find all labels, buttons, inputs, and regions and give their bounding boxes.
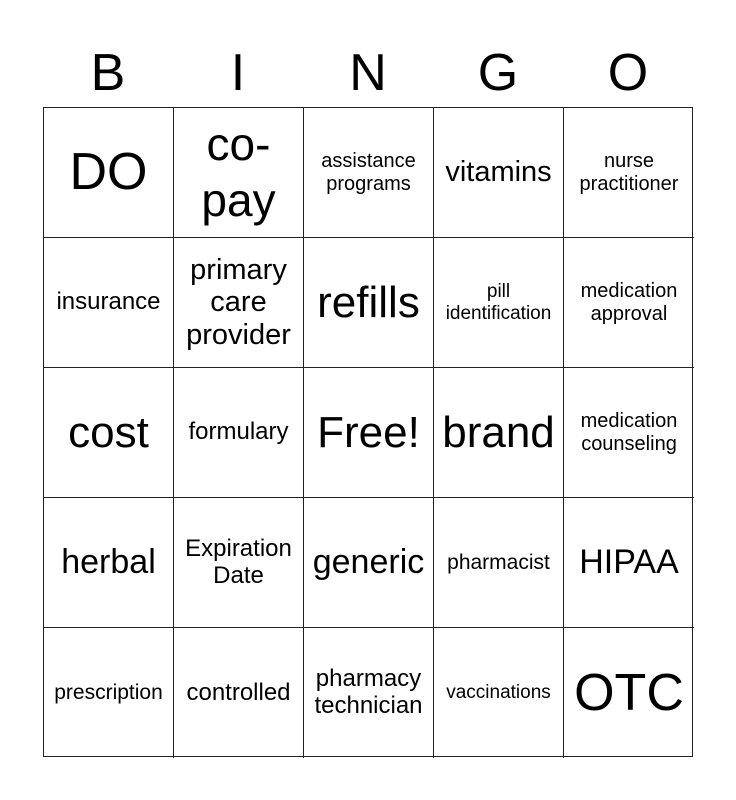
bingo-cell[interactable] <box>564 238 694 368</box>
header-letter-i: I <box>230 44 246 102</box>
bingo-cell-label: generic <box>312 543 425 582</box>
bingo-cell[interactable] <box>304 498 434 628</box>
bingo-cell-label <box>580 150 679 195</box>
bingo-cell-line: assistance <box>321 150 416 173</box>
bingo-cell-label <box>581 280 678 325</box>
bingo-cell-label: insurance <box>56 288 161 316</box>
bingo-cell-label: pharmacist <box>447 550 550 574</box>
bingo-cell-label: brand <box>442 407 555 457</box>
bingo-cell-label: herbal <box>61 543 156 582</box>
bingo-cell-label: vitamins <box>445 156 552 189</box>
bingo-cell-line: Expiration <box>185 534 292 562</box>
bingo-cell[interactable] <box>304 238 434 368</box>
bingo-cell-line: pay <box>201 173 276 226</box>
bingo-cell-line: nurse <box>603 150 655 173</box>
bingo-cell-label: formulary <box>188 418 289 446</box>
bingo-cell-label: OTC <box>574 663 684 722</box>
bingo-cell-line: Date <box>213 561 264 589</box>
bingo-cell[interactable] <box>174 108 304 238</box>
bingo-cell[interactable] <box>434 238 564 368</box>
bingo-header <box>43 40 693 106</box>
bingo-cell-line: approval <box>590 302 668 325</box>
bingo-cell-line: co- <box>206 118 271 171</box>
bingo-cell-label <box>446 281 552 324</box>
bingo-cell-line: pharmacy <box>315 665 422 693</box>
bingo-cell[interactable] <box>304 368 434 498</box>
bingo-cell[interactable] <box>44 368 174 498</box>
bingo-cell[interactable] <box>564 368 694 498</box>
bingo-cell-label <box>186 254 291 351</box>
bingo-cell[interactable] <box>304 628 434 758</box>
bingo-cell-label <box>581 410 678 455</box>
bingo-cell-line: identification <box>445 302 552 324</box>
bingo-cell-label <box>314 666 422 720</box>
bingo-cell-label: HIPAA <box>579 543 679 582</box>
bingo-cell[interactable] <box>44 108 174 238</box>
bingo-cell-line: technician <box>314 692 423 719</box>
bingo-cell-line: programs <box>326 172 411 195</box>
bingo-cell[interactable] <box>174 238 304 368</box>
bingo-cell[interactable] <box>304 108 434 238</box>
bingo-cell-label <box>321 150 416 195</box>
bingo-cell[interactable] <box>434 628 564 758</box>
bingo-cell-label: refills <box>317 277 420 327</box>
bingo-cell[interactable] <box>434 108 564 238</box>
bingo-cell[interactable] <box>44 238 174 368</box>
bingo-cell-line: care <box>210 286 267 319</box>
bingo-cell-label: prescription <box>54 681 163 705</box>
bingo-cell-label: controlled <box>186 678 291 706</box>
bingo-cell-label: cost <box>68 407 149 457</box>
bingo-cell-line: pill <box>486 281 511 303</box>
bingo-cell-label: vaccinations <box>446 682 551 704</box>
bingo-cell-line: practitioner <box>579 172 679 195</box>
header-letter-g: G <box>477 44 519 102</box>
bingo-cell-line: provider <box>186 318 291 351</box>
bingo-cell[interactable] <box>434 368 564 498</box>
bingo-cell-label: DO <box>69 143 148 202</box>
bingo-cell-label <box>201 117 275 227</box>
bingo-cell-label <box>185 536 292 590</box>
bingo-cell[interactable] <box>44 498 174 628</box>
header-letter-n: N <box>349 44 387 102</box>
header-letter-b: B <box>90 44 126 102</box>
bingo-cell[interactable] <box>174 368 304 498</box>
bingo-cell-label: Free! <box>317 407 420 457</box>
bingo-cell[interactable] <box>434 498 564 628</box>
bingo-cell[interactable] <box>44 628 174 758</box>
header-letter-o: O <box>607 44 649 102</box>
bingo-cell[interactable] <box>564 108 694 238</box>
bingo-cell[interactable] <box>174 628 304 758</box>
bingo-cell-line: medication <box>580 410 678 433</box>
bingo-cell-line: medication <box>580 280 678 303</box>
bingo-cell-line: primary <box>190 253 287 286</box>
bingo-cell[interactable] <box>564 628 694 758</box>
bingo-card-grid <box>43 107 693 757</box>
bingo-cell[interactable] <box>564 498 694 628</box>
bingo-cell[interactable] <box>174 498 304 628</box>
bingo-cell-line: counseling <box>581 432 677 455</box>
